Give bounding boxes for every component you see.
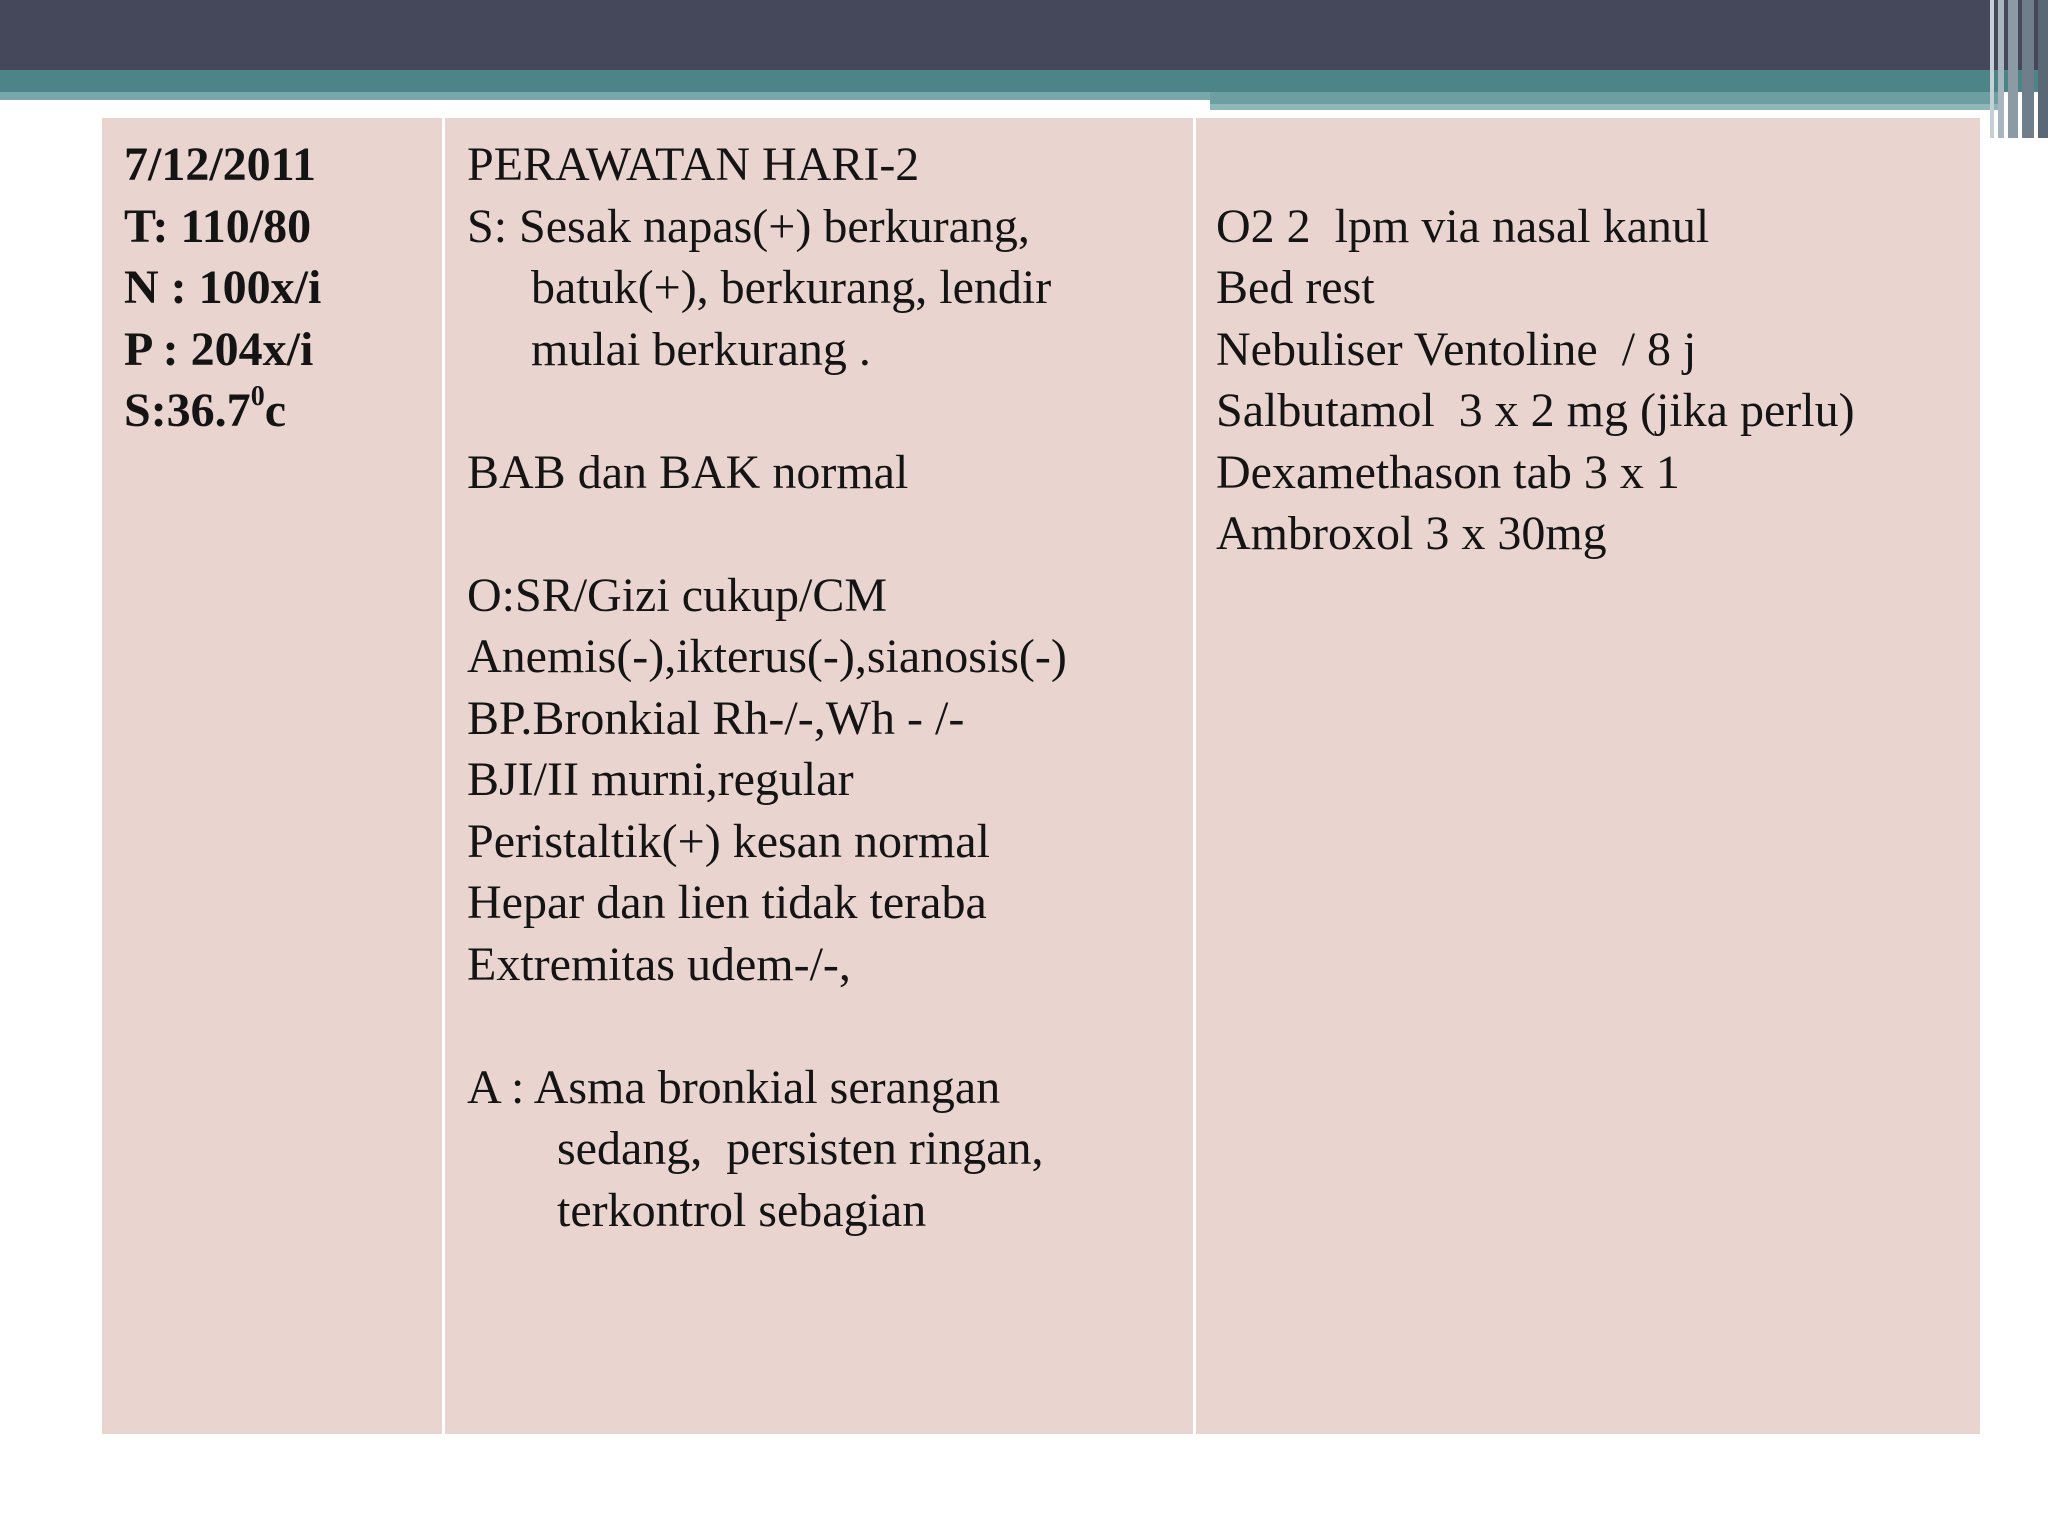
bab-bak-note: BAB dan BAK normal: [467, 445, 909, 499]
therapy-item: Dexamethason tab 3 x 1: [1216, 445, 1680, 499]
header-bar: [0, 0, 2048, 70]
objective-line: Hepar dan lien tidak teraba: [467, 876, 987, 929]
objective-line: Peristaltik(+) kesan normal: [467, 814, 990, 868]
objective-line: O:SR/Gizi cukup/CM: [467, 568, 888, 622]
assessment-line: sedang, persisten ringan,: [557, 1122, 1044, 1175]
objective-line: Anemis(-),ikterus(-),sianosis(-): [467, 630, 1067, 683]
pulse-rate: N : 100x/i: [124, 261, 322, 314]
progress-notes-table: [102, 118, 1980, 1434]
header-accent-bar: [0, 70, 2048, 92]
subjective-line: batuk(+), berkurang, lendir: [531, 261, 1052, 314]
therapy-cell: [1196, 118, 1980, 1434]
objective-line: BP.Bronkial Rh-/-,Wh - /-: [467, 691, 965, 745]
assessment-line: terkontrol sebagian: [557, 1183, 927, 1237]
therapy-item: Salbutamol 3 x 2 mg (jika perlu): [1216, 384, 1855, 437]
header-accent-strip-left: [0, 92, 1210, 100]
objective-line: Extremitas udem-/-,: [467, 937, 851, 991]
therapy-item: Ambroxol 3 x 30mg: [1216, 507, 1607, 560]
respiration-rate: P : 204x/i: [124, 322, 314, 376]
soap-cell: [445, 118, 1193, 1434]
care-day-heading: PERAWATAN HARI-2: [467, 138, 920, 191]
therapy-item: O2 2 lpm via nasal kanul: [1216, 199, 1710, 253]
decorative-stripes: [1990, 0, 2048, 138]
header-accent-strip-right-light: [1210, 104, 2000, 110]
assessment-line: A : Asma bronkial serangan: [467, 1060, 1001, 1114]
vitals-cell: [102, 118, 442, 1434]
blood-pressure: T: 110/80: [124, 199, 312, 253]
therapy-item: Nebuliser Ventoline / 8 j: [1216, 322, 1697, 376]
temperature: S:36.7$^0$c: [124, 381, 286, 437]
objective-line: BJI/II murni,regular: [467, 753, 854, 806]
subjective-line: S: Sesak napas(+) berkurang,: [467, 199, 1030, 253]
therapy-item: Bed rest: [1216, 261, 1375, 314]
visit-date: 7/12/2011: [124, 138, 317, 191]
subjective-line: mulai berkurang .: [531, 322, 871, 376]
